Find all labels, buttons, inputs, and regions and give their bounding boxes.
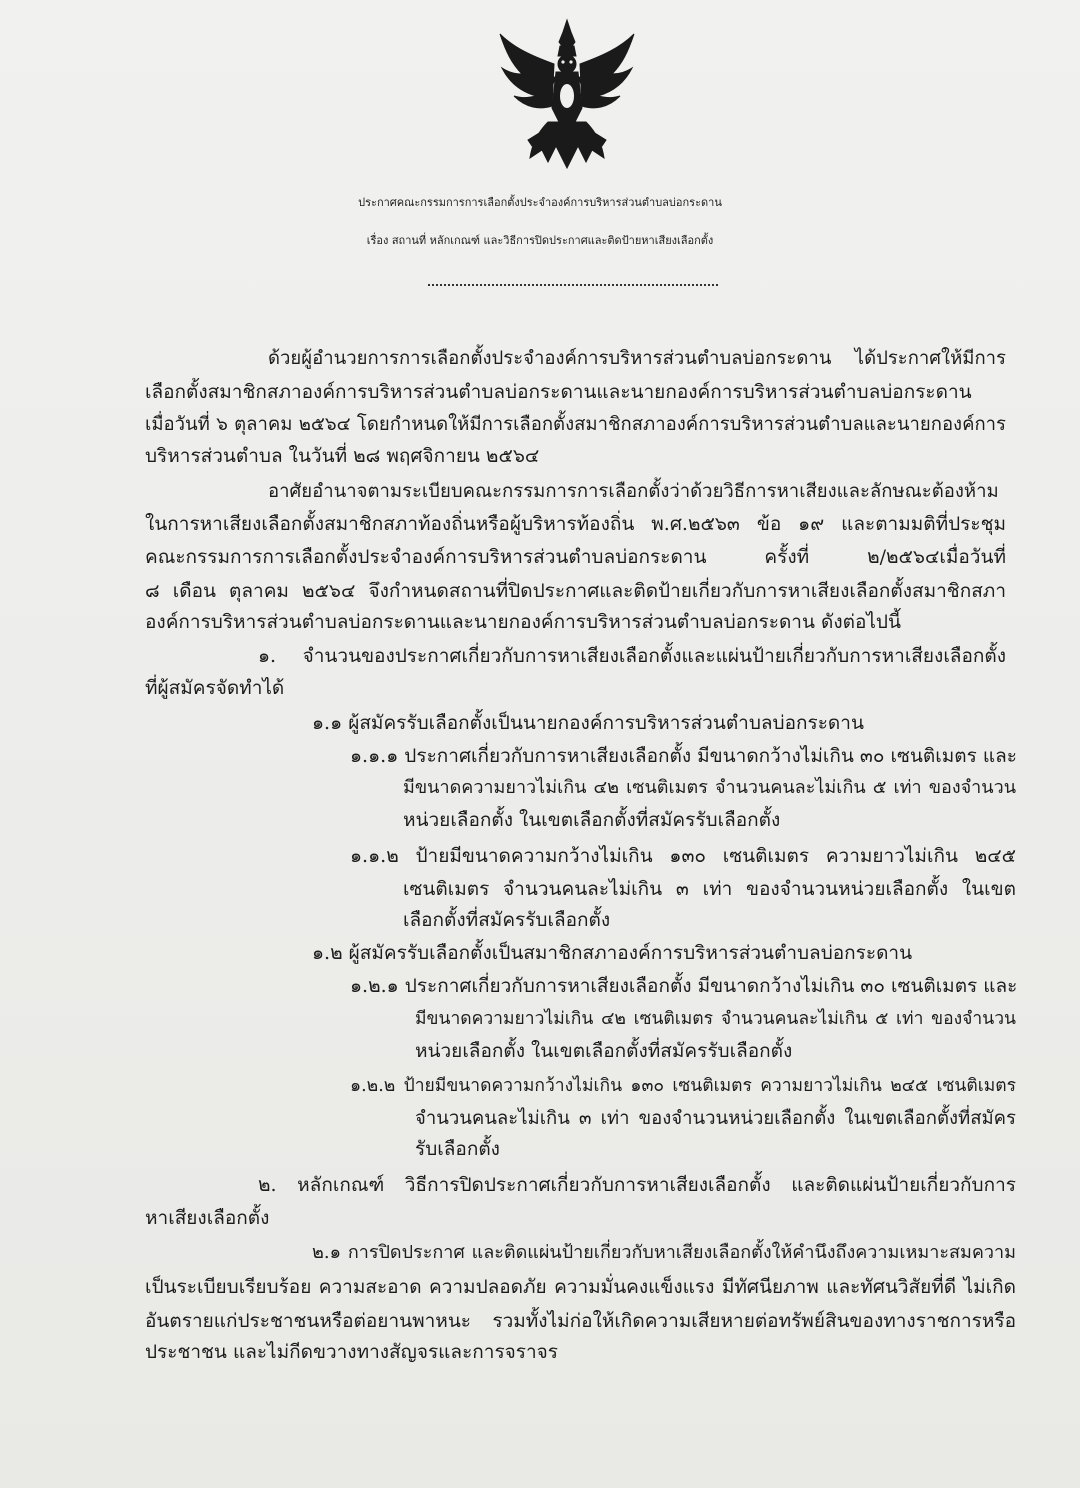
body-line: หาเสียงเลือกตั้ง <box>145 1207 270 1229</box>
body-line: คณะกรรมการการเลือกตั้งประจำองค์การบริหารส่วนตำบลบ่อกระดาน ครั้งที่ ๒/๒๕๖๔เมื่อวันที่ <box>145 546 1006 568</box>
subsection-heading: ๑.๒ ผู้สมัครรับเลือกตั้งเป็นสมาชิกสภาองค์การบริหารส่วนตำบลบ่อกระดาน <box>312 942 913 964</box>
body-line: ๑.๑.๑ ประกาศเกี่ยวกับการหาเสียงเลือกตั้ง มีขนาดกว้างไม่เกิน ๓๐ เซนติเมตร และ <box>350 745 1017 767</box>
garuda-emblem-icon <box>492 12 642 177</box>
body-line: เซนติเมตร จำนวนคนละไม่เกิน ๓ เท่า ของจำนวนหน่วยเลือกตั้ง ในเขต <box>403 878 1016 900</box>
body-line: หน่วยเลือกตั้ง ในเขตเลือกตั้งที่สมัครรับเลือกตั้ง <box>415 1040 793 1062</box>
announcement-subject: เรื่อง สถานที่ หลักเกณฑ์ และวิธีการปิดประกาศและติดป้ายหาเสียงเลือกตั้ง <box>366 234 714 247</box>
body-line: ๑.๑.๒ ป้ายมีขนาดความกว้างไม่เกิน ๑๓๐ เซนติเมตร ความยาวไม่เกิน ๒๔๕ <box>350 845 1016 867</box>
body-line: หน่วยเลือกตั้ง ในเขตเลือกตั้งที่สมัครรับเลือกตั้ง <box>403 809 781 831</box>
section-heading: ๑. จำนวนของประกาศเกี่ยวกับการหาเสียงเลือกตั้งและแผ่นป้ายเกี่ยวกับการหาเสียงเลือกตั้ง <box>258 645 1006 667</box>
body-line: บริหารส่วนตำบล ในวันที่ ๒๘ พฤศจิกายน ๒๕๖๔ <box>145 445 540 467</box>
subsection-heading: ๑.๑ ผู้สมัครรับเลือกตั้งเป็นนายกองค์การบริหารส่วนตำบลบ่อกระดาน <box>312 712 864 734</box>
body-line: ด้วยผู้อำนวยการการเลือกตั้งประจำองค์การบริหารส่วนตำบลบ่อกระดาน ได้ประกาศให้มีการ <box>268 348 1006 369</box>
dotted-separator <box>428 284 718 286</box>
body-line: เป็นระเบียบเรียบร้อย ความสะอาด ความปลอดภัย ความมั่นคงแข็งแรง มีทัศนียภาพ และทัศนวิสัยที่ดี ไม่เกิด <box>145 1276 1016 1298</box>
body-line: ๑.๒.๒ ป้ายมีขนาดความกว้างไม่เกิน ๑๓๐ เซนติเมตร ความยาวไม่เกิน ๒๔๕ เซนติเมตร <box>350 1076 1016 1096</box>
body-line: ๑.๒.๑ ประกาศเกี่ยวกับการหาเสียงเลือกตั้ง มีขนาดกว้างไม่เกิน ๓๐ เซนติเมตร และ <box>350 975 1018 997</box>
body-line: อาศัยอำนาจตามระเบียบคณะกรรมการการเลือกตั้งว่าด้วยวิธีการหาเสียงและลักษณะต้องห้าม <box>268 481 999 502</box>
body-line: องค์การบริหารส่วนตำบลบ่อกระดานและนายกองค์การบริหารส่วนตำบลบ่อกระดาน ดังต่อไปนี้ <box>145 611 901 633</box>
body-line: ๒.๑ การปิดประกาศ และติดแผ่นป้ายเกี่ยวกับหาเสียงเลือกตั้งให้คำนึงถึงความเหมาะสมความ <box>312 1242 1016 1263</box>
body-line: เลือกตั้งสมาชิกสภาองค์การบริหารส่วนตำบลบ่อกระดานและนายกองค์การบริหารส่วนตำบลบ่อกระดาน <box>145 381 972 403</box>
body-line: ประชาชน และไม่กีดขวางทางสัญจรและการจราจร <box>145 1341 558 1363</box>
announcement-title: ประกาศคณะกรรมการการเลือกตั้งประจำองค์การบริหารส่วนตำบลบ่อกระดาน <box>358 196 722 209</box>
section-heading: ๒. หลักเกณฑ์ วิธีการปิดประกาศเกี่ยวกับการหาเสียงเลือกตั้ง และติดแผ่นป้ายเกี่ยวกับการ <box>258 1174 1016 1196</box>
body-line: ๘ เดือน ตุลาคม ๒๕๖๔ จึงกำหนดสถานที่ปิดประกาศและติดป้ายเกี่ยวกับการหาเสียงเลือกตั้งสมาชิกสภา <box>145 580 1006 602</box>
body-line: มีขนาดความยาวไม่เกิน ๔๒ เซนติเมตร จำนวนคนละไม่เกิน ๕ เท่า ของจำนวน <box>415 1009 1016 1029</box>
body-line: ในการหาเสียงเลือกตั้งสมาชิกสภาท้องถิ่นหรือผู้บริหารท้องถิ่น พ.ศ.๒๕๖๓ ข้อ ๑๙ และตามมติที่ประชุม <box>145 513 1006 535</box>
body-line: ที่ผู้สมัครจัดทำได้ <box>145 677 285 699</box>
body-line: มีขนาดความยาวไม่เกิน ๔๒ เซนติเมตร จำนวนคนละไม่เกิน ๕ เท่า ของจำนวน <box>403 777 1016 798</box>
body-line: จำนวนคนละไม่เกิน ๓ เท่า ของจำนวนหน่วยเลือกตั้ง ในเขตเลือกตั้งที่สมัคร <box>415 1108 1016 1129</box>
body-line: เมื่อวันที่ ๖ ตุลาคม ๒๕๖๔ โดยกำหนดให้มีการเลือกตั้งสมาชิกสภาองค์การบริหารส่วนตำบลและนายกองค์การ <box>145 414 1006 435</box>
body-line: อันตรายแก่ประชาชนหรือต่อยานพาหนะ รวมทั้งไม่ก่อให้เกิดความเสียหายต่อทรัพย์สินของทางราชการหรือ <box>145 1310 1016 1332</box>
body-line: เลือกตั้งที่สมัครรับเลือกตั้ง <box>403 909 611 931</box>
body-line: รับเลือกตั้ง <box>415 1138 500 1160</box>
